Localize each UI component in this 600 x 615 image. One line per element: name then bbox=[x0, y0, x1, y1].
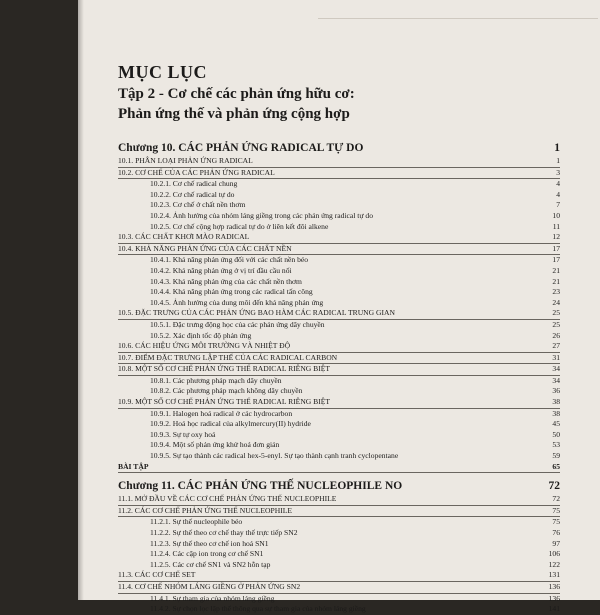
entry-page-number: 21 bbox=[552, 265, 560, 275]
entry-page-number: 11 bbox=[552, 221, 560, 231]
toc-section-entry[interactable] bbox=[118, 244, 560, 256]
toc-subsection-entry[interactable] bbox=[118, 287, 560, 298]
toc-subsection-entry[interactable] bbox=[118, 386, 560, 397]
toc-subsection-entry[interactable] bbox=[118, 594, 560, 605]
toc-section-entry[interactable] bbox=[118, 364, 560, 376]
chapter-list bbox=[118, 141, 560, 615]
entry-label: 10.2.1. Cơ chế radical chung bbox=[150, 179, 238, 189]
entry-page-number: 72 bbox=[552, 494, 560, 504]
entry-page-number: 50 bbox=[552, 429, 560, 439]
toc-subsection-entry[interactable] bbox=[118, 179, 560, 190]
entry-label: 10.9.5. Sự tạo thành các radical hex-5-enyl. Sự tạo thành cạnh tranh cyclopentane bbox=[150, 451, 399, 461]
entry-page-number: 136 bbox=[548, 581, 560, 591]
chapter-section bbox=[118, 479, 560, 615]
entry-label: 10.2.3. Cơ chế ở chất nền thơm bbox=[150, 200, 246, 210]
entry-label: 10.8.1. Các phương pháp mạch dây chuyền bbox=[150, 375, 282, 385]
chapter-title: Chương 10. CÁC PHẢN ỨNG RADICAL TỰ DO bbox=[118, 142, 364, 154]
entry-label: 10.4.1. Khả năng phản ứng đối với các chất nền béo bbox=[150, 255, 309, 265]
entry-page-number: 122 bbox=[548, 559, 560, 569]
entry-page-number: 21 bbox=[552, 276, 560, 286]
entry-label: 10.9.3. Sự tự oxy hoá bbox=[150, 429, 216, 439]
entry-label: 10.3. CÁC CHẤT KHƠI MÀO RADICAL bbox=[118, 232, 250, 242]
chapter-page-number: 72 bbox=[548, 480, 560, 493]
toc-subsection-entry[interactable] bbox=[118, 604, 560, 615]
entry-label: 10.4.5. Ảnh hưởng của dung môi đến khả năng phản ứng bbox=[150, 297, 324, 307]
entry-label: 10.5.1. Đặc trưng động học của các phản ứng dây chuyền bbox=[150, 319, 325, 329]
entry-page-number: 65 bbox=[552, 461, 560, 471]
entry-page-number: 75 bbox=[552, 517, 560, 527]
toc-subsection-entry[interactable] bbox=[118, 440, 560, 451]
toc-subsection-entry[interactable] bbox=[118, 419, 560, 430]
entry-page-number: 27 bbox=[552, 341, 560, 351]
entry-label: 11.2.4. Các cặp ion trong cơ chế SN1 bbox=[150, 549, 264, 559]
toc-section-entry[interactable] bbox=[118, 341, 560, 353]
entry-page-number: 76 bbox=[552, 528, 560, 537]
entry-page-number: 4 bbox=[556, 189, 560, 199]
entry-label: 10.2.4. Ảnh hưởng của nhóm láng giềng trong các phản ứng radical tự do bbox=[150, 210, 374, 220]
entry-label: 11.4.1. Sự tham gia của nhóm láng giềng bbox=[150, 593, 275, 603]
entry-page-number: 53 bbox=[552, 440, 560, 450]
entry-page-number: 38 bbox=[552, 397, 560, 407]
toc-subsection-entry[interactable] bbox=[118, 277, 560, 288]
toc-subsection-entry[interactable] bbox=[118, 200, 560, 211]
entry-label: 10.9.2. Hoá học radical của alkylmercury(II) hydride bbox=[150, 419, 311, 429]
toc-section-entry[interactable] bbox=[118, 397, 560, 409]
toc-subsection-entry[interactable] bbox=[118, 451, 560, 462]
entry-label: BÀI TẬP bbox=[118, 461, 149, 471]
entry-page-number: 26 bbox=[552, 330, 560, 340]
entry-page-number: 24 bbox=[552, 297, 560, 307]
entry-label: 11.2.2. Sự thế theo cơ chế thay thế trực tiếp SN2 bbox=[150, 528, 298, 537]
toc-section-entry[interactable] bbox=[118, 353, 560, 365]
entry-label: 11.2.3. Sự thế theo cơ chế ion hoá SN1 bbox=[150, 538, 269, 548]
entry-page-number: 3 bbox=[556, 167, 560, 177]
book-page bbox=[78, 0, 600, 614]
entry-page-number: 17 bbox=[552, 255, 560, 265]
entry-page-number: 4 bbox=[556, 179, 560, 189]
entry-label: 11.1. MỞ ĐẦU VỀ CÁC CƠ CHẾ PHẢN ỨNG THẾ NUCLEOPHILE bbox=[118, 494, 337, 504]
entry-page-number: 106 bbox=[548, 549, 560, 559]
toc-section-entry[interactable] bbox=[118, 494, 560, 506]
toc-subsection-entry[interactable] bbox=[118, 320, 560, 331]
entry-page-number: 25 bbox=[552, 308, 560, 318]
entry-page-number: 131 bbox=[548, 570, 560, 580]
entry-label: 10.4.4. Khả năng phản ứng trong các radical tấn công bbox=[150, 287, 313, 297]
entry-label: 10.2.2. Cơ chế radical tự do bbox=[150, 189, 235, 199]
toc-subsection-entry[interactable] bbox=[118, 560, 560, 571]
entry-page-number: 23 bbox=[552, 287, 560, 297]
entry-page-number: 10 bbox=[552, 210, 560, 220]
toc-subsection-entry[interactable] bbox=[118, 211, 560, 222]
entry-page-number: 75 bbox=[552, 505, 560, 515]
entry-page-number: 141 bbox=[548, 604, 560, 614]
toc-subsection-entry[interactable] bbox=[118, 517, 560, 528]
volume-subtitle: Phản ứng thế và phản ứng cộng hợp bbox=[118, 106, 350, 122]
entry-label: 10.1. PHÂN LOẠI PHẢN ỨNG RADICAL bbox=[118, 156, 253, 165]
entry-page-number: 36 bbox=[552, 386, 560, 396]
entry-label: 10.9. MỘT SỐ CƠ CHẾ PHẢN ỨNG THẾ RADICAL RIÊNG BIỆT bbox=[118, 397, 331, 407]
toc-subsection-entry[interactable] bbox=[118, 549, 560, 560]
toc-subsection-entry[interactable] bbox=[118, 528, 560, 539]
toc-subsection-entry[interactable] bbox=[118, 331, 560, 342]
toc-subsection-entry[interactable] bbox=[118, 430, 560, 441]
entry-label: 10.5.2. Xác định tốc độ phản ứng bbox=[150, 330, 252, 340]
entry-page-number: 38 bbox=[552, 408, 560, 418]
entry-label: 11.2.1. Sự thế nucleophile béo bbox=[150, 517, 243, 527]
entry-page-number: 17 bbox=[552, 243, 560, 253]
toc-subsection-entry[interactable] bbox=[118, 376, 560, 387]
entry-page-number: 7 bbox=[556, 200, 560, 210]
toc-subsection-entry[interactable] bbox=[118, 190, 560, 201]
entry-label: 11.2.5. Các cơ chế SN1 và SN2 hỗn tạp bbox=[150, 559, 271, 569]
entry-label: 11.4. CƠ CHẾ NHÓM LÁNG GIỀNG Ở PHẢN ỨNG SN2 bbox=[118, 581, 301, 591]
entry-label: 11.4.2. Sự chọn lọc lập thể thông qua sự tham gia của nhóm láng giềng bbox=[150, 604, 366, 614]
entry-page-number: 59 bbox=[552, 451, 560, 461]
entry-label: 10.4. KHẢ NĂNG PHẢN ỨNG CỦA CÁC CHẤT NỀN bbox=[118, 243, 292, 253]
volume-title: Tập 2 - Cơ chế các phản ứng hữu cơ: bbox=[118, 86, 355, 102]
toc-subsection-entry[interactable] bbox=[118, 222, 560, 233]
entry-label: 10.4.3. Khả năng phản ứng của các chất nền thơm bbox=[150, 276, 302, 286]
entry-page-number: 34 bbox=[552, 364, 560, 374]
toc-subsection-entry[interactable] bbox=[118, 266, 560, 277]
toc-subsection-entry[interactable] bbox=[118, 298, 560, 309]
entry-page-number: 97 bbox=[552, 538, 560, 548]
entry-label: 10.6. CÁC HIỆU ỨNG MÔI TRƯỜNG VÀ NHIỆT ĐỘ bbox=[118, 341, 291, 351]
toc-subsection-entry[interactable] bbox=[118, 409, 560, 420]
entry-label: 10.8. MỘT SỐ CƠ CHẾ PHẢN ỨNG THẾ RADICAL RIÊNG BIỆT bbox=[118, 364, 331, 374]
entry-label: 10.9.4. Một số phản ứng khử hoá đơn giản bbox=[150, 440, 280, 450]
chapter-page-number: 1 bbox=[554, 142, 560, 154]
toc-section-entry[interactable] bbox=[118, 156, 560, 168]
toc-section-entry[interactable] bbox=[118, 582, 560, 594]
entry-page-number: 31 bbox=[552, 352, 560, 362]
entry-page-number: 12 bbox=[552, 232, 560, 242]
toc-section-entry[interactable] bbox=[118, 308, 560, 320]
toc-section-entry[interactable] bbox=[118, 232, 560, 244]
toc-section-entry[interactable] bbox=[118, 462, 560, 474]
toc-section-entry[interactable] bbox=[118, 168, 560, 180]
entry-page-number: 136 bbox=[548, 593, 560, 603]
chapter-heading[interactable] bbox=[118, 479, 560, 494]
toc-section-entry[interactable] bbox=[118, 570, 560, 582]
entry-label: 10.9.1. Halogen hoá radical ở các hydrocarbon bbox=[150, 408, 293, 418]
toc-subsection-entry[interactable] bbox=[118, 255, 560, 266]
table-of-contents bbox=[118, 60, 560, 615]
entry-label: 10.7. ĐIỂM ĐẶC TRƯNG LẬP THỂ CỦA CÁC RADICAL CARBON bbox=[118, 352, 338, 362]
toc-subsection-entry[interactable] bbox=[118, 539, 560, 550]
chapter-section bbox=[118, 141, 560, 473]
entry-label: 10.4.2. Khả năng phản ứng ở vị trí đầu cầu nối bbox=[150, 265, 292, 275]
chapter-title: Chương 11. CÁC PHẢN ỨNG THẾ NUCLEOPHILE NO bbox=[118, 480, 403, 493]
entry-page-number: 25 bbox=[552, 319, 560, 329]
entry-label: 11.3. CÁC CƠ CHẾ SET bbox=[118, 570, 196, 580]
entry-label: 10.5. ĐẶC TRƯNG CỦA CÁC PHẢN ỨNG BAO HÀM CÁC RADICAL TRUNG GIAN bbox=[118, 308, 396, 318]
toc-title: MỤC LỤC bbox=[118, 62, 207, 82]
chapter-heading[interactable] bbox=[118, 141, 560, 156]
entry-label: 10.2. CƠ CHẾ CỦA CÁC PHẢN ỨNG RADICAL bbox=[118, 167, 275, 177]
entry-page-number: 34 bbox=[552, 375, 560, 385]
entry-label: 10.2.5. Cơ chế cộng hợp radical tự do ở liên kết đôi alkene bbox=[150, 221, 329, 231]
entry-label: 10.8.2. Các phương pháp mạch không dây chuyền bbox=[150, 386, 303, 396]
entry-page-number: 1 bbox=[556, 156, 560, 165]
entry-page-number: 45 bbox=[552, 419, 560, 429]
entry-label: 11.2. CÁC CƠ CHẾ PHẢN ỨNG THẾ NUCLEOPHILE bbox=[118, 505, 293, 515]
toc-section-entry[interactable] bbox=[118, 506, 560, 518]
